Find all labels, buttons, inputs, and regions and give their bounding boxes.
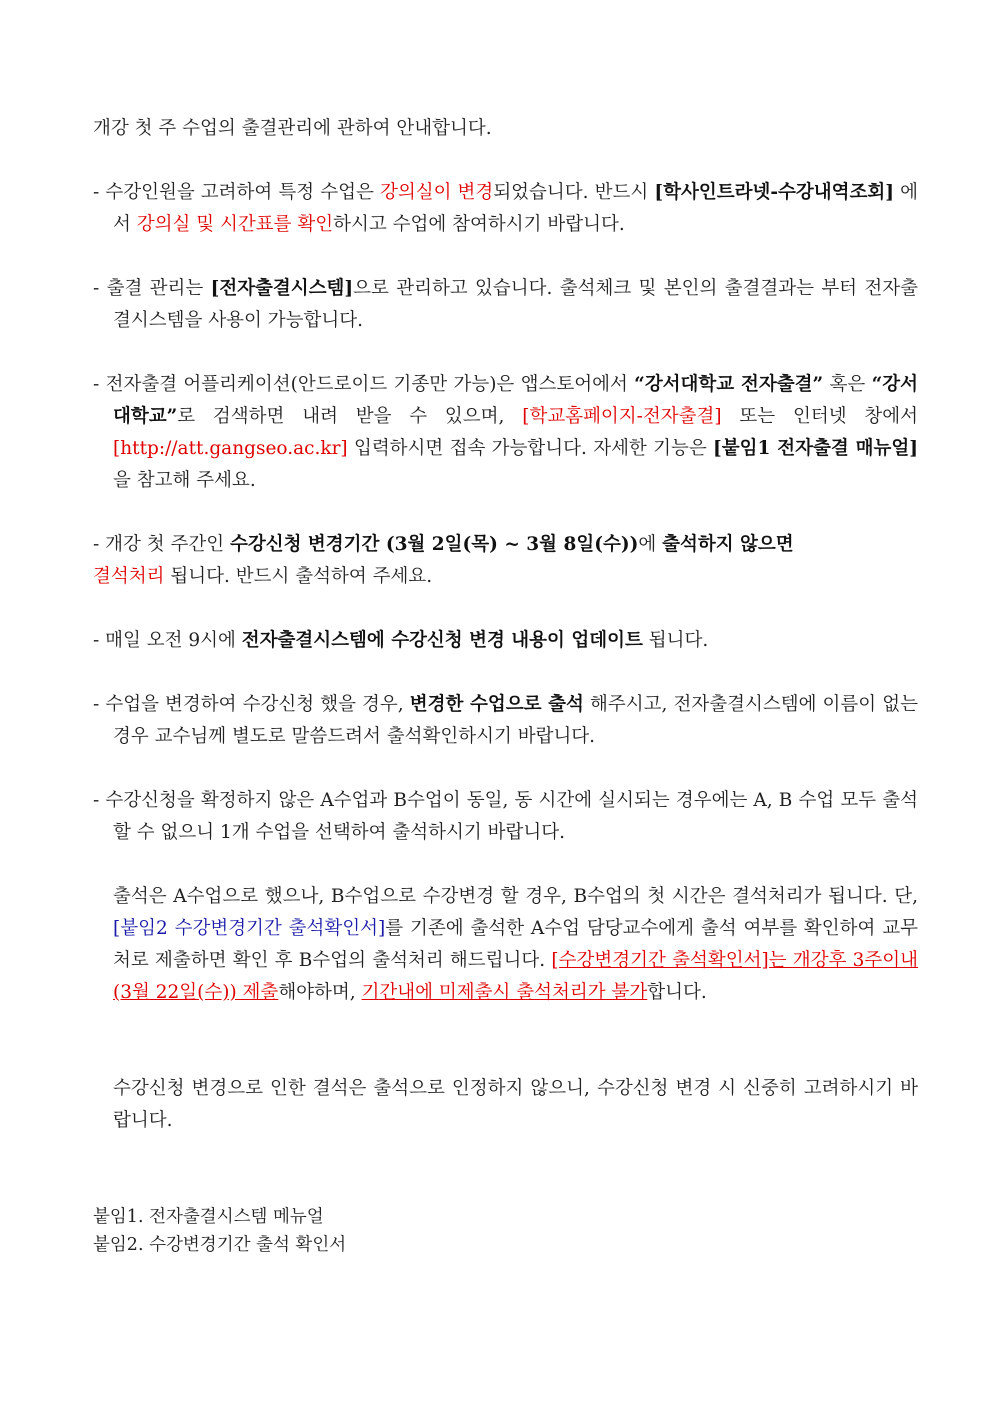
highlight-bold: 전자출결시스템에 수강신청 변경 내용이 업데이트 (241, 630, 643, 651)
notice-daily-update (93, 625, 918, 657)
highlight-blue: [붙임2 수강변경기간 출석확인서] (113, 918, 386, 939)
text: 에 (638, 534, 663, 555)
text: - 매일 오전 9시에 (93, 630, 242, 651)
text: 합니다. (647, 982, 707, 1003)
notice-classroom-change (93, 177, 918, 241)
highlight-red-underline: [수강변경기간 출석확인서]는 개강후 3주이내(3월 22일(수)) 제출 (113, 950, 918, 1003)
text: 혹은 (823, 374, 872, 395)
notice-changed-class (93, 689, 918, 753)
highlight-bold: 수강신청 변경기간 (3월 2일(목) ~ 3월 8일(수)) (230, 534, 639, 555)
highlight-bold: [전자출결시스템] (210, 278, 354, 299)
text: - 전자출결 어플리케이션(안드로이드 기종만 가능)은 앱스토어에서 (93, 374, 635, 395)
notice-app-download (93, 369, 918, 497)
highlight-bold: “강서대학교 전자출결” (634, 374, 824, 395)
text: 해주시고, 전자출결시스템에 이름이 없는 경우 교수님께 별도로 말씀드려서 출석확인하시기 바랍니다. (113, 694, 918, 747)
text: 되었습니다. 반드시 (493, 182, 655, 203)
notice-confirmation-form (93, 881, 918, 1009)
highlight-bold: 출석하지 않으면 (662, 534, 794, 555)
text: 을 참고해 주세요. (113, 470, 256, 491)
text: 입력하시면 접속 가능합니다. 자세한 기능은 (347, 438, 714, 459)
text: 수강신청 변경으로 인한 결석은 출석으로 인정하지 않으니, 수강신청 변경 시 신중히 고려하시기 바랍니다. (113, 1078, 918, 1131)
highlight-red: 강의실 및 시간표를 확인 (136, 214, 334, 235)
highlight-red: 강의실이 변경 (379, 182, 494, 203)
highlight-bold: [붙임1 전자출결 매뉴얼] (713, 438, 918, 459)
attachments-list (93, 1203, 898, 1259)
text: 됩니다. (642, 630, 709, 651)
text: - 수강인원을 고려하여 특정 수업은 (93, 182, 380, 203)
highlight-bold: 변경한 수업으로 출석 (409, 694, 584, 715)
text: 출석은 A수업으로 했으나, B수업으로 수강변경 할 경우, B수업의 첫 시간은 결석처리가 됩니다. 단, (113, 886, 918, 907)
text: 하시고 수업에 참여하시기 바랍니다. (333, 214, 625, 235)
text: 으로 관리하고 있습니다. 출석체크 및 본인의 출결결과는 부터 전자출결시스템을 사용이 가능합니다. (113, 278, 918, 331)
text: 를 기존에 출석한 A수업 담당교수에게 출석 여부를 확인하여 교무처로 제출하면 확인 후 B수업의 출석처리 해드립니다. (113, 918, 919, 971)
text: - 출결 관리는 (93, 278, 211, 299)
text: 또는 인터넷 창에서 (721, 406, 918, 427)
attachment-item: 붙임2. 수강변경기간 출석 확인서 (93, 1235, 347, 1255)
highlight-bold: “강서대학교” (113, 374, 918, 427)
notice-change-period (93, 529, 898, 593)
text: 해야하며, (278, 982, 362, 1003)
highlight-red: [학교홈페이지-전자출결] (522, 406, 722, 427)
intro-text: 개강 첫 주 수업의 출결관리에 관하여 안내합니다. (93, 118, 492, 139)
line (93, 529, 898, 561)
highlight-bold: [학사인트라넷-수강내역조회] (654, 182, 895, 203)
notice-caution (93, 1073, 918, 1137)
text: 됩니다. 반드시 출석하여 주세요. (164, 566, 433, 587)
attachment-item: 붙임1. 전자출결시스템 메뉴얼 (93, 1207, 324, 1227)
highlight-red-underline: 기간내에 미제출시 출석처리가 불가 (361, 982, 648, 1003)
notice-attendance-system (93, 273, 918, 337)
text: - 개강 첫 주간인 (93, 534, 230, 555)
text: 에서 (113, 182, 918, 235)
text: 로 검색하면 내려 받을 수 있으며, (177, 406, 523, 427)
text: - 수업을 변경하여 수강신청 했을 경우, (93, 694, 410, 715)
text: - 수강신청을 확정하지 않은 A수업과 B수업이 동일, 동 시간에 실시되는 경우에는 A, B 수업 모두 출석할 수 없으니 1개 수업을 선택하여 출석하시기 바랍니다. (93, 790, 918, 843)
url-link[interactable]: [http://att.gangseo.ac.kr] (113, 438, 348, 459)
line (93, 561, 898, 593)
highlight-red: 결석처리 (93, 566, 165, 587)
intro-paragraph (93, 113, 898, 145)
notice-same-time (93, 785, 918, 849)
